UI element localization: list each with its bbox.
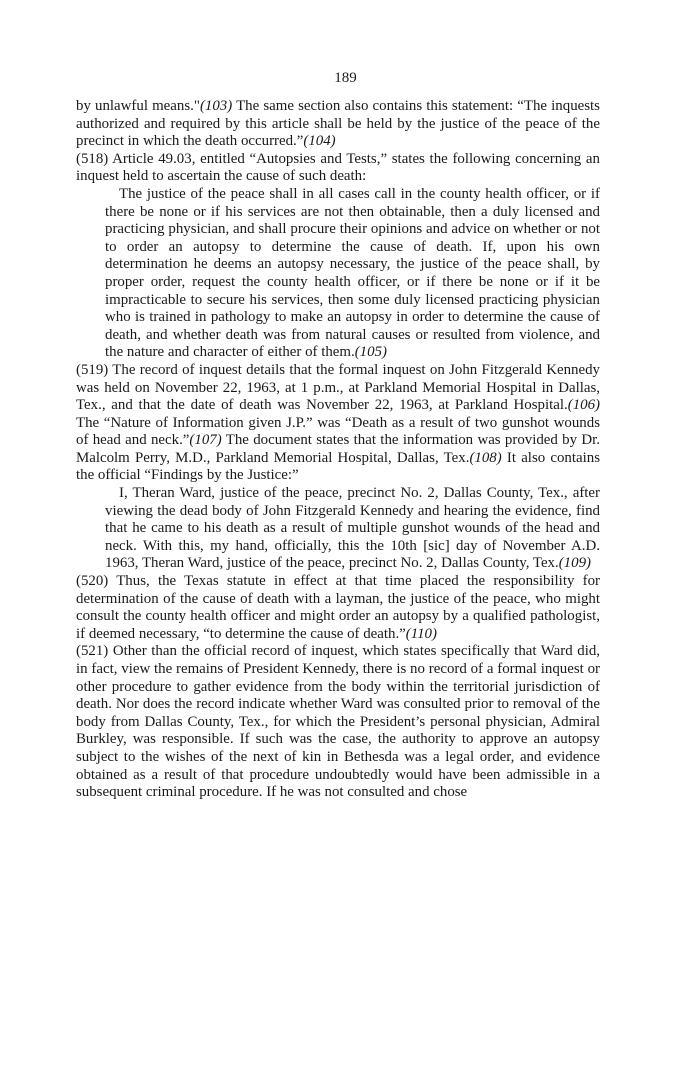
quote-text <box>105 485 600 573</box>
footnote-reference: (105) <box>354 344 387 361</box>
footnote-reference: (106) <box>567 397 600 414</box>
text-run: (521) Other than the official record of inquest, which states specifically that Ward did, in fact, view the remains of President Kennedy, there is no record of a formal inquest or other procedure to gather evidence from the body within the territorial jurisdiction of death. Nor does the record indicate whether Ward was consulted prior to removal of the body from Dallas County, Tex., for which the President’s personal physician, Admiral Burkley, was responsible. If such was the case, the authority to approve an autopsy subject to the wishes of the next of kin in Bethesda was a legal order, and evidence obtained as a result of that procedure undoubtedly would have been admissible in a subsequent criminal procedure. If he was not consulted and chose <box>76 643 600 801</box>
text-run: (520) Thus, the Texas statute in effect at that time placed the responsibility for determination of the cause of death with a layman, the justice of the peace, who might consult the county health officer and might order an autopsy by a qualified pathologist, if deemed necessary, “to determine the cause of death.” <box>76 573 600 642</box>
text-run: (519) The record of inquest details that the formal inquest on John Fitzgerald Kennedy was held on November 22, 1963, at 1 p.m., at Parkland Memorial Hospital in Dallas, Tex., and that the date of death was November 22, 1963, at Parkland Hospital. <box>76 361 600 414</box>
text-run: The same section also contains this statement: “The inquests authorized and required by this article shall be held by the justice of the peace of the precinct in which the death occurred.” <box>76 98 600 150</box>
text-run: It also contains the official “Findings by the Justice:” <box>76 449 601 484</box>
footnote-reference: (110) <box>405 625 437 642</box>
paragraph-519 <box>76 362 600 485</box>
text-run: by unlawful means." <box>76 98 200 114</box>
text-run: The document states that the information was provided by Dr. Malcolm Perry, M.D., Parkland Memorial Hospital, Dallas, Tex. <box>76 432 600 466</box>
footnote-reference: (109) <box>558 555 591 572</box>
text-run: I, Theran Ward, justice of the peace, precinct No. 2, Dallas County, Tex., after viewing the dead body of John Fitzgerald Kennedy and hearing the evidence, find that he came to his death as a result of multiple gunshot wounds of the head and neck. With this, my hand, officially, this the 10th [sic] day of November A.D. 1963, Theran Ward, justice of the peace, precinct No. 2, Dallas County, Tex. <box>105 485 600 572</box>
text-run: The “Nature of Information given J.P.” was “Death as a result of two gunshot wounds of head and neck.” <box>76 414 600 449</box>
block-quote-findings <box>105 485 600 573</box>
paragraph-103 <box>76 98 600 151</box>
footnote-reference: (103) <box>199 98 233 114</box>
block-quote-article-49-03 <box>105 186 600 362</box>
footnote-reference: (107) <box>189 432 222 449</box>
footnote-reference: (104) <box>303 133 336 150</box>
paragraph-521 <box>76 643 600 801</box>
page-number: 189 <box>334 70 357 86</box>
footnote-reference: (108) <box>469 449 502 466</box>
text-run: The justice of the peace shall in all cases call in the county health officer, or if there be none or if his services are not then obtainable, then a duly licensed and practicing physician, and shall procure their opinions and advice on whether or not to order an autopsy to determine the cause of death. If, upon his own determination he deems an autopsy necessary, the justice of the peace shall, by proper order, request the county health officer, or if there be none or if it be impracticable to secure his services, then some duly licensed practicing physician who is trained in pathology to make an autopsy in order to determine the cause of death, and whether death was from natural causes or resulted from violence, and the nature and character of either of them. <box>105 185 600 361</box>
body-text <box>76 98 600 802</box>
text-run: (518) Article 49.03, entitled “Autopsies and Tests,” states the following concerning an inquest held to ascertain the cause of such death: <box>76 150 600 185</box>
paragraph-518 <box>76 151 600 186</box>
paragraph-520 <box>76 573 600 643</box>
quote-text <box>105 186 600 362</box>
